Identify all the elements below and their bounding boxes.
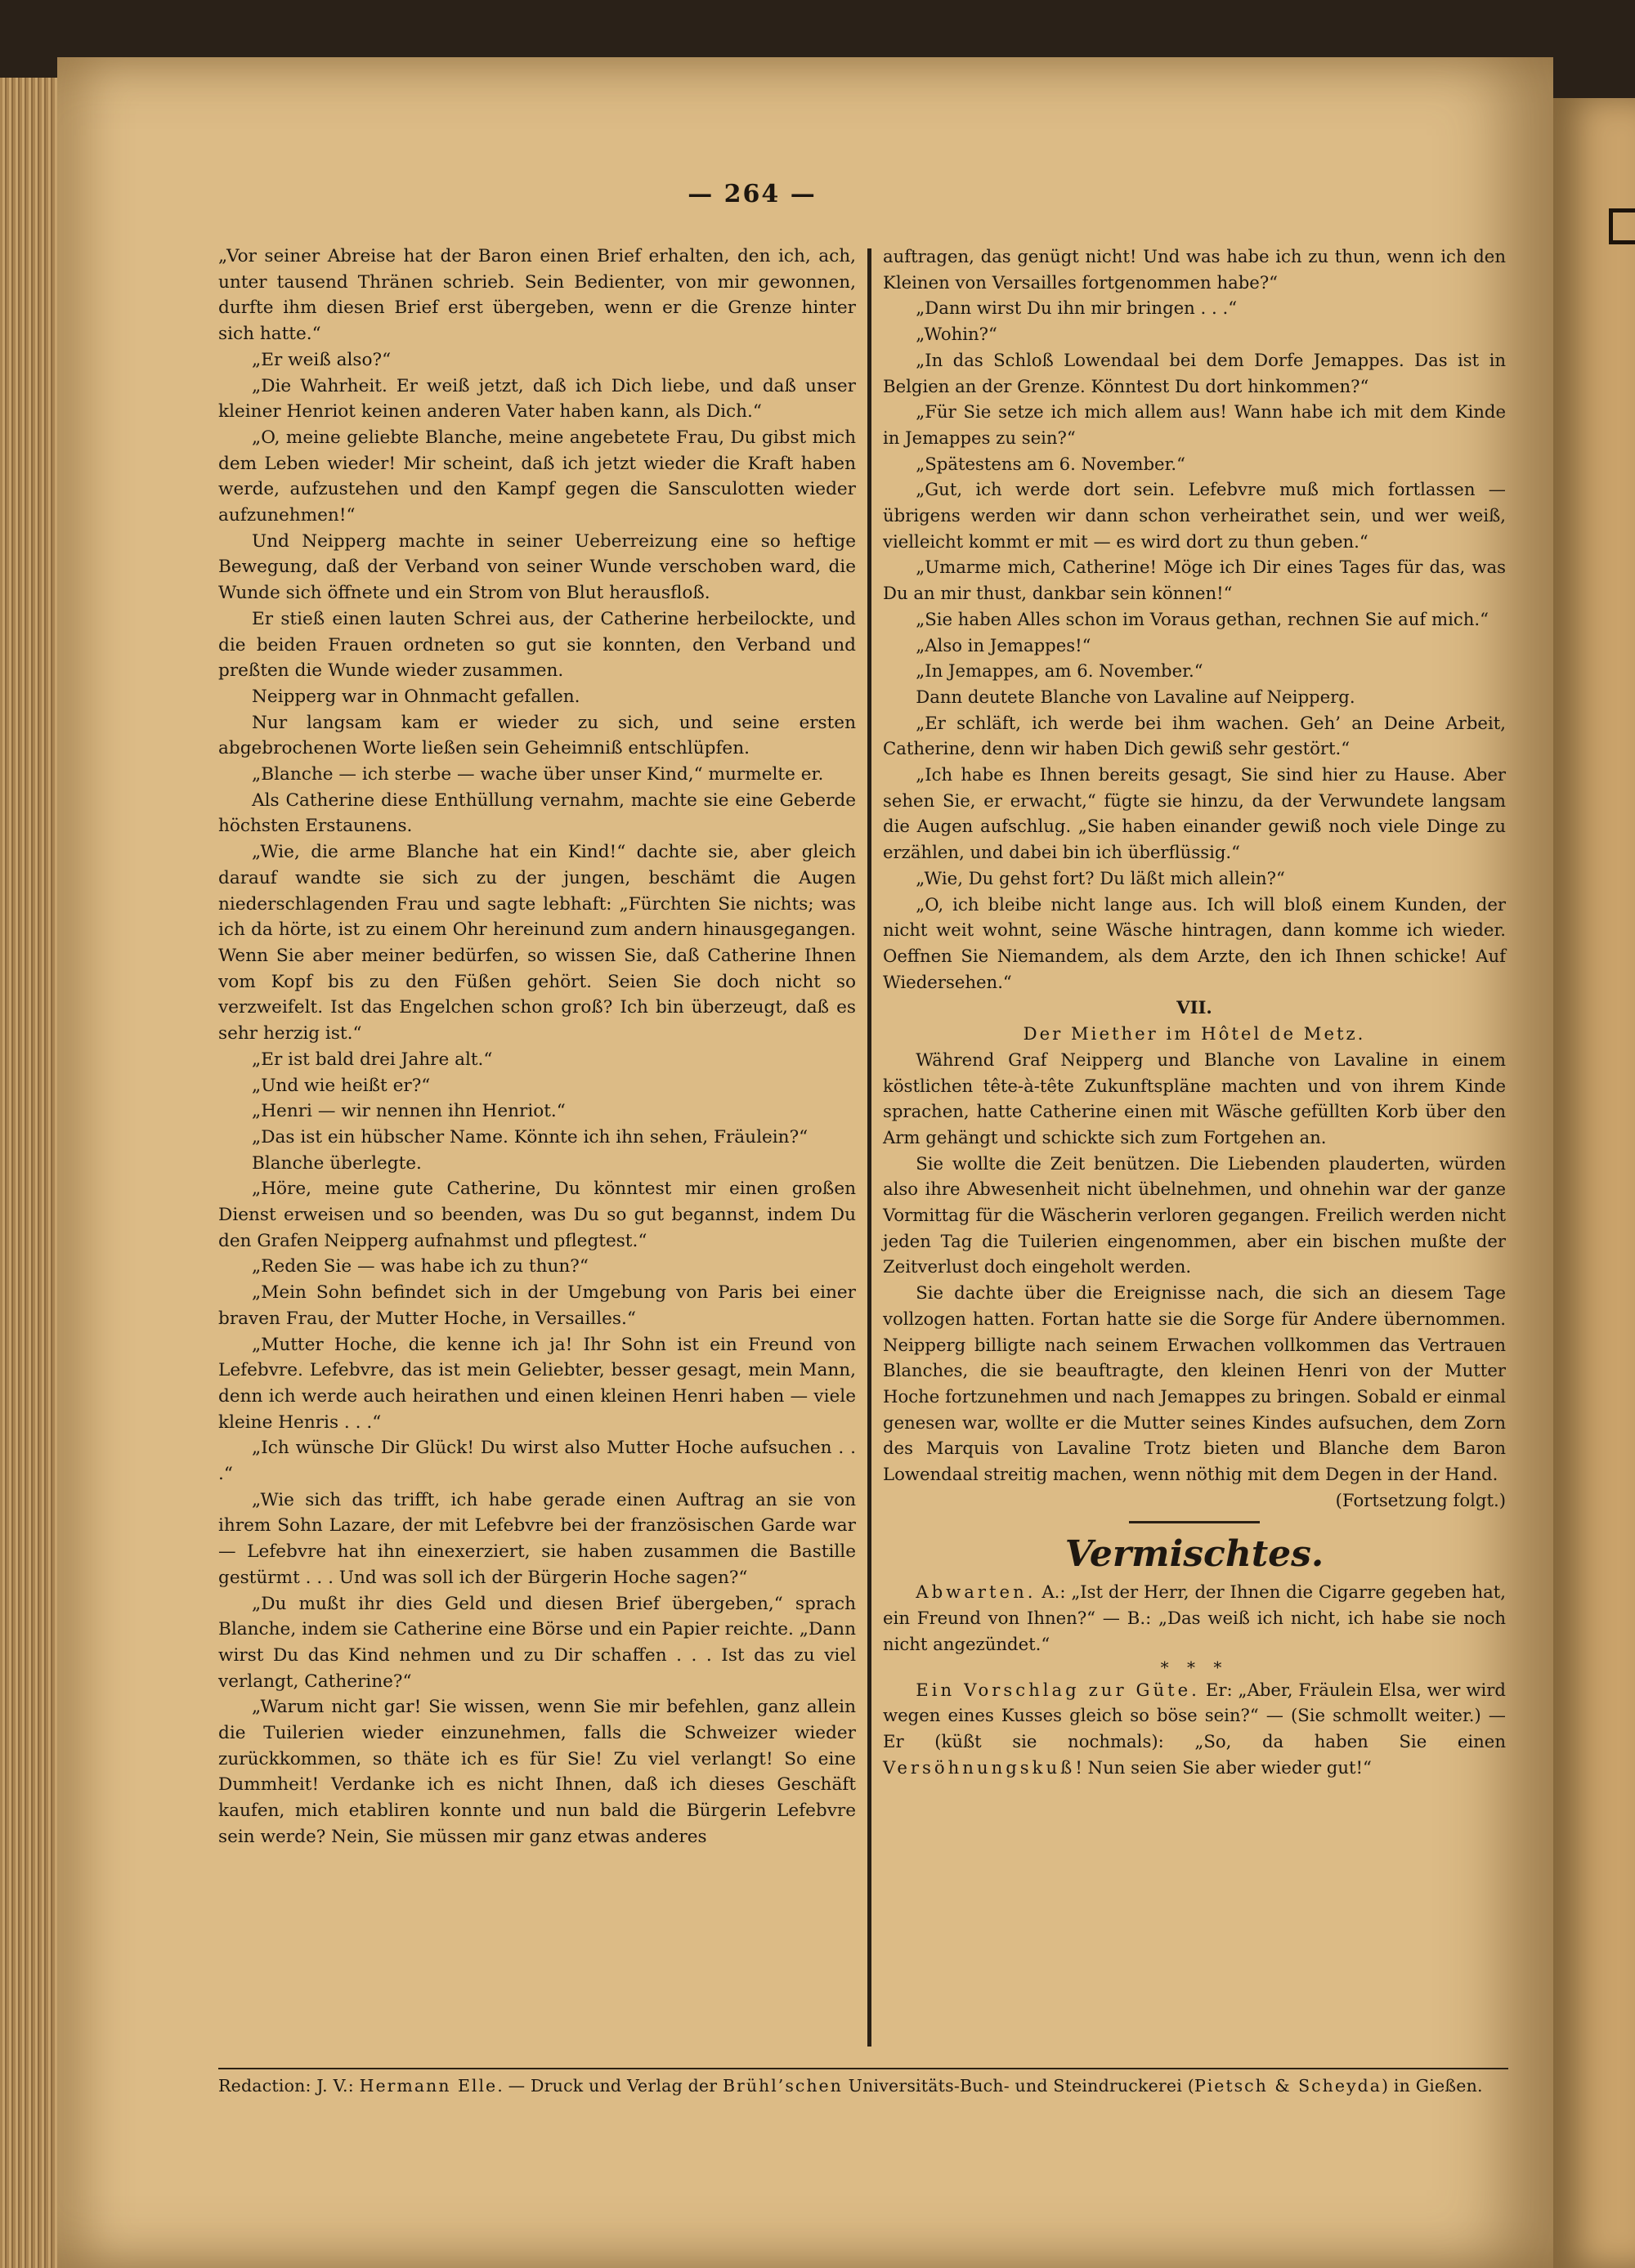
facing-page-edge xyxy=(1553,98,1635,2268)
right-column xyxy=(883,244,1506,1780)
left-column xyxy=(218,244,856,1850)
right-column-paragraph: „Dann wirst Du ihn mir bringen . . .“ xyxy=(916,297,1238,319)
right-column-paragraph: „Wohin?“ xyxy=(916,324,997,345)
section-rule xyxy=(1129,1521,1260,1523)
footer-text-c: ) in Gießen. xyxy=(1381,2076,1483,2096)
right-column-paragraph: „Also in Jemappes!“ xyxy=(916,634,1091,655)
right-column-paragraph: „Spätestens am 6. November.“ xyxy=(916,453,1185,474)
footer-owners: Pietsch & Scheyda xyxy=(1194,2076,1382,2096)
left-column-paragraph: „Und wie heißt er?“ xyxy=(252,1075,431,1096)
left-column-paragraph: Nur langsam kam er wieder zu sich, und seine ersten abgebrochenen Worte ließen sein Geheimniß entschlüpfen. xyxy=(218,712,856,759)
chapter-paragraph: Sie wollte die Zeit benützen. Die Liebenden plauderten, würden also ihre Abwesenheit nicht übelnehmen, und ohnehin war der ganze Vormittag für die Wäscherin verloren gegangen. Freilich werden nicht jeden Tag die Tuilerien eingenommen, aber ein bischen mußte der Zeitverlust doch eingeholt werden. xyxy=(883,1152,1506,1277)
facing-page-bracket-mark xyxy=(1609,208,1635,244)
right-column-paragraph: „Gut, ich werde dort sein. Lefebvre muß mich fortlassen — übrigens werden wir dann schon verheirathet sein, und wer weiß, vielleicht kommt er mit — es wird dort zu thun geben.“ xyxy=(883,479,1506,552)
misc-item-2-text-b: ! Nun seien Sie aber wieder gut!“ xyxy=(1075,1756,1372,1778)
chapter-number: VII. xyxy=(1176,997,1212,1018)
right-column-paragraph: „Wie, Du gehst fort? Du läßt mich allein?“ xyxy=(916,867,1285,888)
left-column-paragraph: Er stieß einen lauten Schrei aus, der Catherine herbeilockte, und die beiden Frauen ordneten so gut sie konnten, den Verband und preßten die Wunde wieder zusammen. xyxy=(218,608,856,682)
left-column-paragraph: „Mein Sohn befindet sich in der Umgebung von Paris bei einer braven Frau, der Mutter Hoche, in Versailles.“ xyxy=(218,1282,856,1329)
footer-rule xyxy=(218,2068,1508,2069)
footer-editor: Hermann Elle xyxy=(359,2076,498,2096)
left-column-paragraph: Blanche überlegte. xyxy=(252,1152,422,1174)
misc-item-1-text: A.: „Ist der Herr, der Ihnen die Cigarre gegeben hat, ein Freund von Ihnen?“ — B.: „Das weiß ich nicht, ich habe sie noch nicht angezündet.“ xyxy=(883,1581,1506,1654)
misc-item-1 xyxy=(883,1579,1506,1657)
left-column-paragraph: „Wie, die arme Blanche hat ein Kind!“ dachte sie, aber gleich darauf wandte sie sich zu der jungen, beschämt die Augen niederschlagenden Frau und sagte lebhaft: „Fürchten Sie nichts; was ich da hörte, ist zu einem Ohr hereinund zum andern hinausgegangen. Wenn Sie aber meiner bedürfen, so wissen Sie, daß Catherine Ihnen vom Kopf bis zu den Füßen gehört. Seien Sie doch nicht so verzweifelt. Ist das Engelchen schon groß? Ich bin überzeugt, daß es sehr herzig ist.“ xyxy=(218,842,856,1045)
left-column-paragraph: „Vor seiner Abreise hat der Baron einen Brief erhalten, den ich, ach, unter tausend Thränen schrieb. Sein Bedienter, von mir gewonnen, durfte ihm diesen Brief erst übergeben, wenn er die Grenze hinter sich hatte.“ xyxy=(218,246,856,345)
chapter-paragraph: Während Graf Neipperg und Blanche von Lavaline in einem köstlichen tête-à-tête Zukunftspläne machten und von ihrem Kinde sprachen, hatte Catherine einen mit Wäsche gefüllten Korb über den Arm gehängt und schickte sich zum Fortgehen an. xyxy=(883,1049,1506,1147)
left-column-paragraph: „Die Wahrheit. Er weiß jetzt, daß ich Dich liebe, und daß unser kleiner Henriot keinen anderen Vater haben kann, als Dich.“ xyxy=(218,375,856,423)
right-column-paragraph: „Er schläft, ich werde bei ihm wachen. Geh’ an Deine Arbeit, Catherine, denn wir haben Dich gewiß sehr gestört.“ xyxy=(883,712,1506,759)
right-column-intro: auftragen, das genügt nicht! Und was habe ich zu thun, wenn ich den Kleinen von Versailles fortgenommen habe?“ xyxy=(883,246,1506,293)
left-column-paragraph: „Er weiß also?“ xyxy=(252,349,392,370)
left-column-paragraph: „Ich wünsche Dir Glück! Du wirst also Mutter Hoche aufsuchen . . .“ xyxy=(218,1438,856,1485)
footer-editor-prefix: J. V.: xyxy=(311,2076,360,2096)
misc-item-2-spaced-word: Versöhnungskuß xyxy=(883,1756,1076,1778)
misc-item-2-text-a: Er: „Aber, Fräulein Elsa, wer wird wegen eines Kusses gleich so böse sein?“ — (Sie schmollt weiter.) — Er (küßt sie nochmals): „So, da haben Sie einen xyxy=(883,1679,1506,1751)
chapter-body xyxy=(883,1047,1506,1487)
chapter-title: Der Miether im Hôtel de Metz. xyxy=(1023,1023,1366,1045)
misc-heading: Vermischtes. xyxy=(1064,1533,1324,1576)
misc-item-2-title: Ein Vorschlag zur Güte. xyxy=(916,1679,1200,1700)
misc-item-1-title: Abwarten. xyxy=(916,1581,1037,1603)
left-column-paragraph: „O, meine geliebte Blanche, meine angebetete Frau, Du gibst mich dem Leben wieder! Mir scheint, daß ich jetzt wieder die Kraft haben werde, aufzustehen und den Kampf gegen die Sansculotten wieder aufzunehmen!“ xyxy=(218,427,856,526)
imprint-footer xyxy=(218,2076,1518,2096)
left-column-paragraph: „Höre, meine gute Catherine, Du könntest mir einen großen Dienst erweisen und so beenden, was Du so gut begannst, indem Du den Grafen Neipperg aufnahmst und pflegtest.“ xyxy=(218,1179,856,1251)
right-dialogue xyxy=(883,295,1506,995)
left-column-paragraph: „Das ist ein hübscher Name. Könnte ich ihn sehen, Fräulein?“ xyxy=(252,1126,809,1147)
footer-text-a: . — Druck und Verlag der xyxy=(497,2076,723,2096)
right-column-paragraph: „Sie haben Alles schon im Voraus gethan, rechnen Sie auf mich.“ xyxy=(916,608,1489,629)
left-column-paragraph: „Reden Sie — was habe ich zu thun?“ xyxy=(252,1256,589,1277)
footer-text-b: Universitäts-Buch- und Steindruckerei ( xyxy=(842,2076,1194,2096)
misc-item-2 xyxy=(883,1677,1506,1781)
right-column-paragraph: „O, ich bleibe nicht lange aus. Ich will bloß einem Kunden, der nicht weit wohnt, seine Wäsche hintragen, dann komme ich wieder. Oeffnen Sie Niemandem, als dem Arzte, den ich Ihnen schicke! Auf Wiedersehen.“ xyxy=(883,893,1506,992)
right-column-paragraph: „In Jemappes, am 6. November.“ xyxy=(916,660,1203,682)
right-column-paragraph: Dann deutete Blanche von Lavaline auf Neipperg. xyxy=(916,686,1355,707)
left-column-paragraph: „Du mußt ihr dies Geld und diesen Brief übergeben,“ sprach Blanche, indem sie Catherine eine Börse und ein Papier reichte. „Dann wirst Du das Kind nehmen und zu Dir schaffen . . . Ist das zu viel verlangt, Catherine?“ xyxy=(218,1593,856,1692)
left-column-paragraph: „Wie sich das trifft, ich habe gerade einen Auftrag an sie von ihrem Sohn Lazare, der mit Lefebvre bei der französischen Garde war — Lefebvre hat ihn einexerziert, sie haben zusammen die Bastille gestürmt . . . Und was soll ich der Bürgerin Hoche sagen?“ xyxy=(218,1489,856,1588)
column-divider xyxy=(867,248,871,2047)
left-column-paragraph: Und Neipperg machte in seiner Ueberreizung eine so heftige Bewegung, daß der Verband von seiner Wunde verschoben ward, die Wunde sich öffnete und ein Strom von Blut herausfloß. xyxy=(218,530,856,604)
left-column-paragraph: „Warum nicht gar! Sie wissen, wenn Sie mir befehlen, ganz allein die Tuilerien wieder einzunehmen, falls die Schweizer wieder zurückkommen, so thäte ich es für Sie! Zu viel verlangt! So eine Dummheit! Verdanke ich es nicht Ihnen, daß ich dieses Geschäft kaufen, mich etabliren konnte und nun bald die Bürgerin Lefebvre sein werde? Nein, Sie müssen mir ganz etwas anderes xyxy=(218,1697,856,1847)
footer-publisher: Brühl’schen xyxy=(722,2076,843,2096)
right-column-paragraph: „Umarme mich, Catherine! Möge ich Dir eines Tages für das, was Du an mir thust, dankbar sein können!“ xyxy=(883,557,1506,604)
left-column-paragraph: Als Catherine diese Enthüllung vernahm, machte sie eine Geberde höchsten Erstaunens. xyxy=(218,790,856,837)
left-column-paragraph: „Er ist bald drei Jahre alt.“ xyxy=(252,1049,493,1070)
misc-separator-stars: * * * xyxy=(1160,1657,1229,1677)
right-column-paragraph: „Ich habe es Ihnen bereits gesagt, Sie sind hier zu Hause. Aber sehen Sie, er erwacht,“ fügte sie hinzu, da der Verwundete langsam die Augen aufschlug. „Sie haben einander gewiß noch viele Dinge zu erzählen, und dabei bin ich überflüssig.“ xyxy=(883,764,1506,863)
book-page-edges xyxy=(0,78,61,2268)
left-column-paragraph: „Blanche — ich sterbe — wache über unser Kind,“ murmelte er. xyxy=(252,764,824,785)
left-column-paragraph: Neipperg war in Ohnmacht gefallen. xyxy=(252,686,580,707)
left-column-paragraph: „Mutter Hoche, die kenne ich ja! Ihr Sohn ist ein Freund von Lefebvre. Lefebvre, das ist mein Geliebter, besser gesagt, mein Mann, denn ich werde auch heirathen und einen kleinen Henri haben — viele kleine Henris . . .“ xyxy=(218,1334,856,1433)
chapter-paragraph: Sie dachte über die Ereignisse nach, die sich an diesem Tage vollzogen hatten. Fortan hatte sie die Sorge für Andere übernommen. Neipperg billigte nach seinem Erwachen vollkommen das Vertrauen Blanches, die sie beauftragte, den kleinen Henri von der Mutter Hoche fortzunehmen und nach Jemappes zu bringen. Sobald er einmal genesen war, wollte er die Mutter seines Kindes aufsuchen, dem Zorn des Marquis von Lavaline Trotz bieten und Blanche dem Baron Lowendaal streitig machen, wenn nöthig mit dem Degen in der Hand. xyxy=(883,1282,1506,1485)
page-number: — 264 — xyxy=(688,180,817,208)
left-column-paragraph: „Henri — wir nennen ihn Henriot.“ xyxy=(252,1101,566,1122)
right-column-paragraph: „In das Schloß Lowendaal bei dem Dorfe Jemappes. Das ist in Belgien an der Grenze. Könntest Du dort hinkommen?“ xyxy=(883,349,1506,396)
right-column-paragraph: „Für Sie setze ich mich allem aus! Wann habe ich mit dem Kinde in Jemappes zu sein?“ xyxy=(883,401,1506,448)
continuation-note: (Fortsetzung folgt.) xyxy=(1335,1489,1506,1510)
footer-label: Redaction: xyxy=(218,2076,311,2096)
